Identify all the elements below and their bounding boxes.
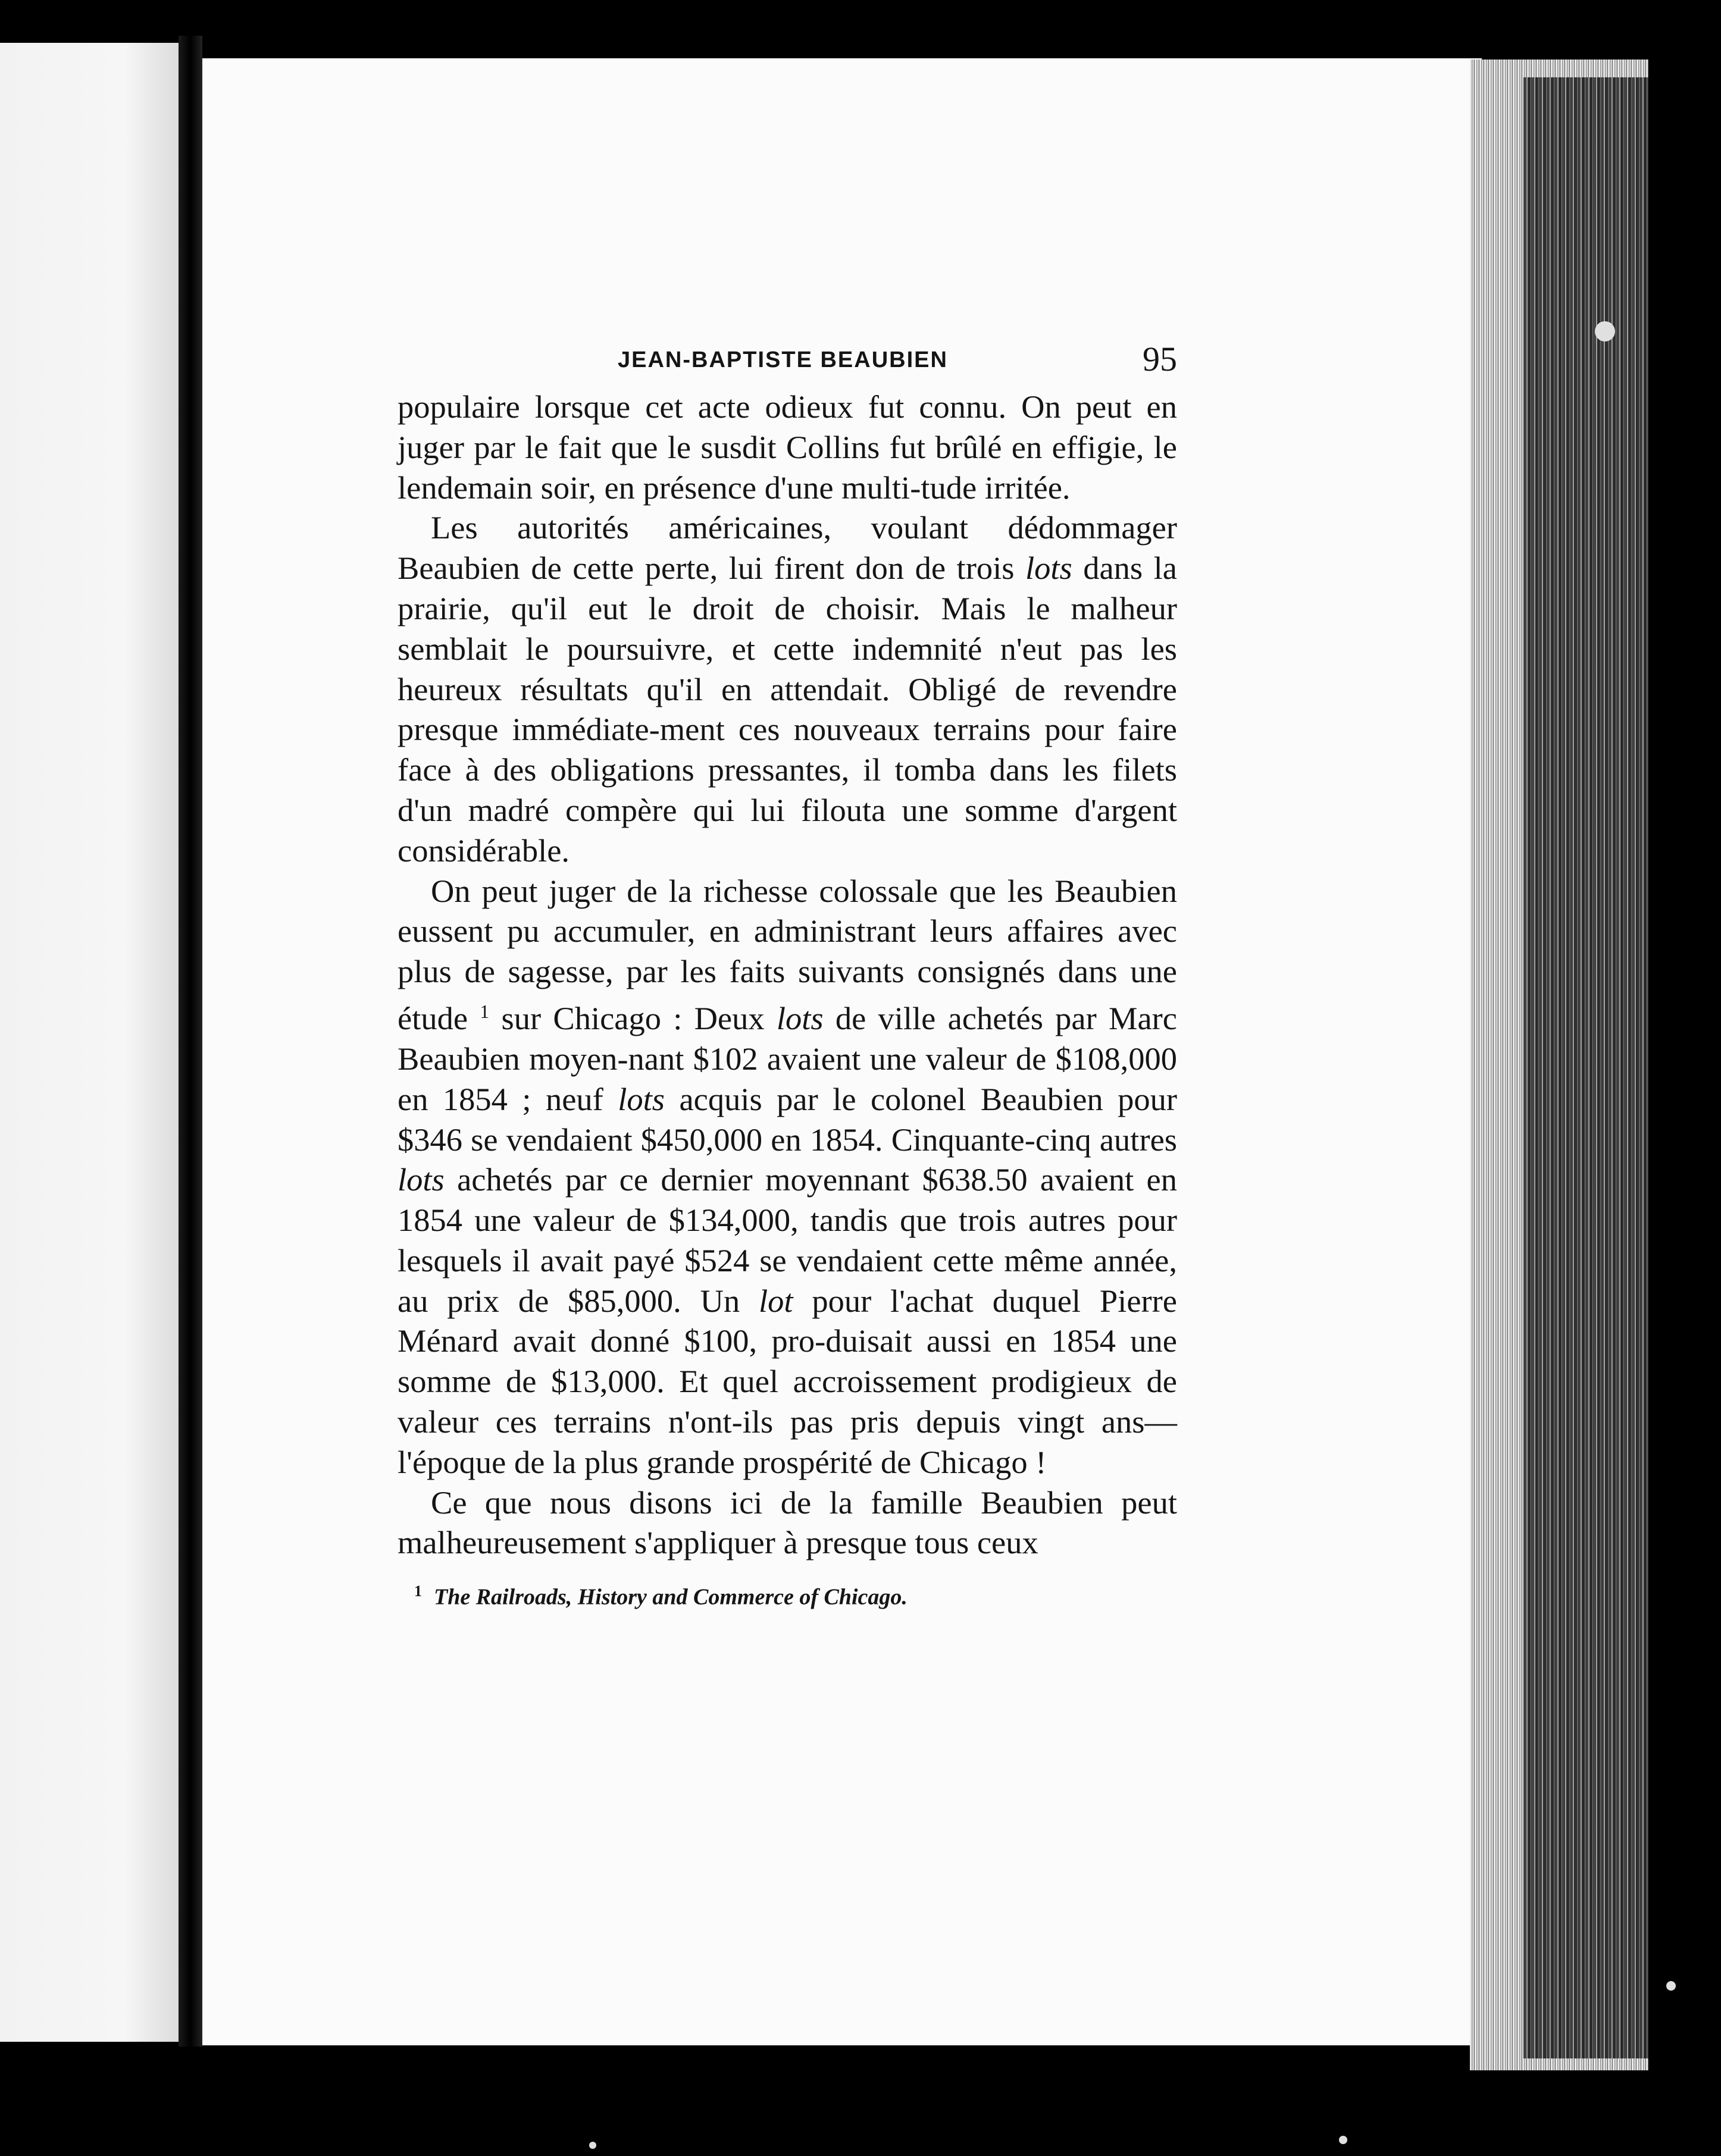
italic-term: lots (618, 1080, 665, 1117)
text-block (398, 339, 1177, 1612)
text-run: sur Chicago : Deux (489, 1000, 777, 1037)
text-run: populaire lorsque cet acte odieux fut connu. On peut en juger par le fait que le susdit Collins fut brûlé en effigie, le lendemain soir, en présence d'une multi-tude irritée. (398, 388, 1177, 506)
text-run: de ville achetés par Marc Beaubien moyen-nant $102 avaient une valeur de $108,000 en 1854 ; neuf (398, 1000, 1177, 1117)
footnote-reference: 1 (480, 1000, 490, 1022)
text-run: Ce que nous disons ici de la famille Beaubien peut malheureusement s'appliquer à presque tous ceux (398, 1484, 1177, 1561)
paragraph (398, 387, 1177, 507)
paper-speck (1595, 321, 1615, 341)
footnote (398, 1577, 1177, 1612)
paper-speck (1339, 2136, 1347, 2144)
text-run: pour l'achat duquel Pierre Ménard avait donné $100, pro-duisait aussi en 1854 une somme de $13,000. Et quel accroissement prodigieux de valeur ces terrains n'ont-ils pas pris depuis vingt ans—l'époque de la plus grande prospérité de Chicago ! (398, 1282, 1177, 1480)
page-edges-shadow (1523, 77, 1648, 2058)
paper-speck (589, 2142, 596, 2149)
italic-term: lots (1025, 550, 1072, 587)
page-number: 95 (1143, 340, 1177, 378)
paragraph (398, 871, 1177, 1483)
facing-page-edge (0, 43, 179, 2042)
paragraph (398, 1483, 1177, 1563)
paragraph (398, 507, 1177, 870)
italic-term: lots (776, 1000, 824, 1037)
book-gutter (179, 36, 202, 2047)
text-run: dans la prairie, qu'il eut le droit de choisir. Mais le malheur semblait le poursuivre, et cette indemnité n'eut pas les heureux résultats qu'il en attendait. Obligé de revendre presque immédiate-ment ces nouveaux terrains pour faire face à des obligations pressantes, il tomba dans les filets d'un madré compère qui lui filouta une somme d'argent considérable. (398, 550, 1177, 869)
italic-term: lot (759, 1282, 793, 1319)
text-run: On peut juger de la richesse colossale que les Beaubien eussent pu accumuler, en administrant leurs affaires avec plus de sagesse, par les faits suivants consignés dans une étude (398, 872, 1177, 1037)
text-run: achetés par ce dernier moyennant $638.50 avaient en 1854 une valeur de $134,000, tandis que trois autres pour lesquels il avait payé $524 se vendaient cette même année, au prix de $85,000. Un (398, 1161, 1177, 1319)
footnote-mark: 1 (414, 1582, 422, 1600)
paper-speck (1666, 1981, 1676, 1991)
italic-term: lots (398, 1161, 445, 1198)
running-head (398, 339, 1177, 387)
footnote-text: The Railroads, History and Commerce of Chicago. (434, 1584, 908, 1610)
text-run: Les autorités américaines, voulant dédommager Beaubien de cette perte, lui firent don de trois (398, 509, 1177, 587)
running-head-title: JEAN-BAPTISTE BEAUBIEN (618, 347, 948, 372)
text-run: acquis par le colonel Beaubien pour $346 se vendaient $450,000 en 1854. Cinquante-cinq autres (398, 1080, 1178, 1158)
